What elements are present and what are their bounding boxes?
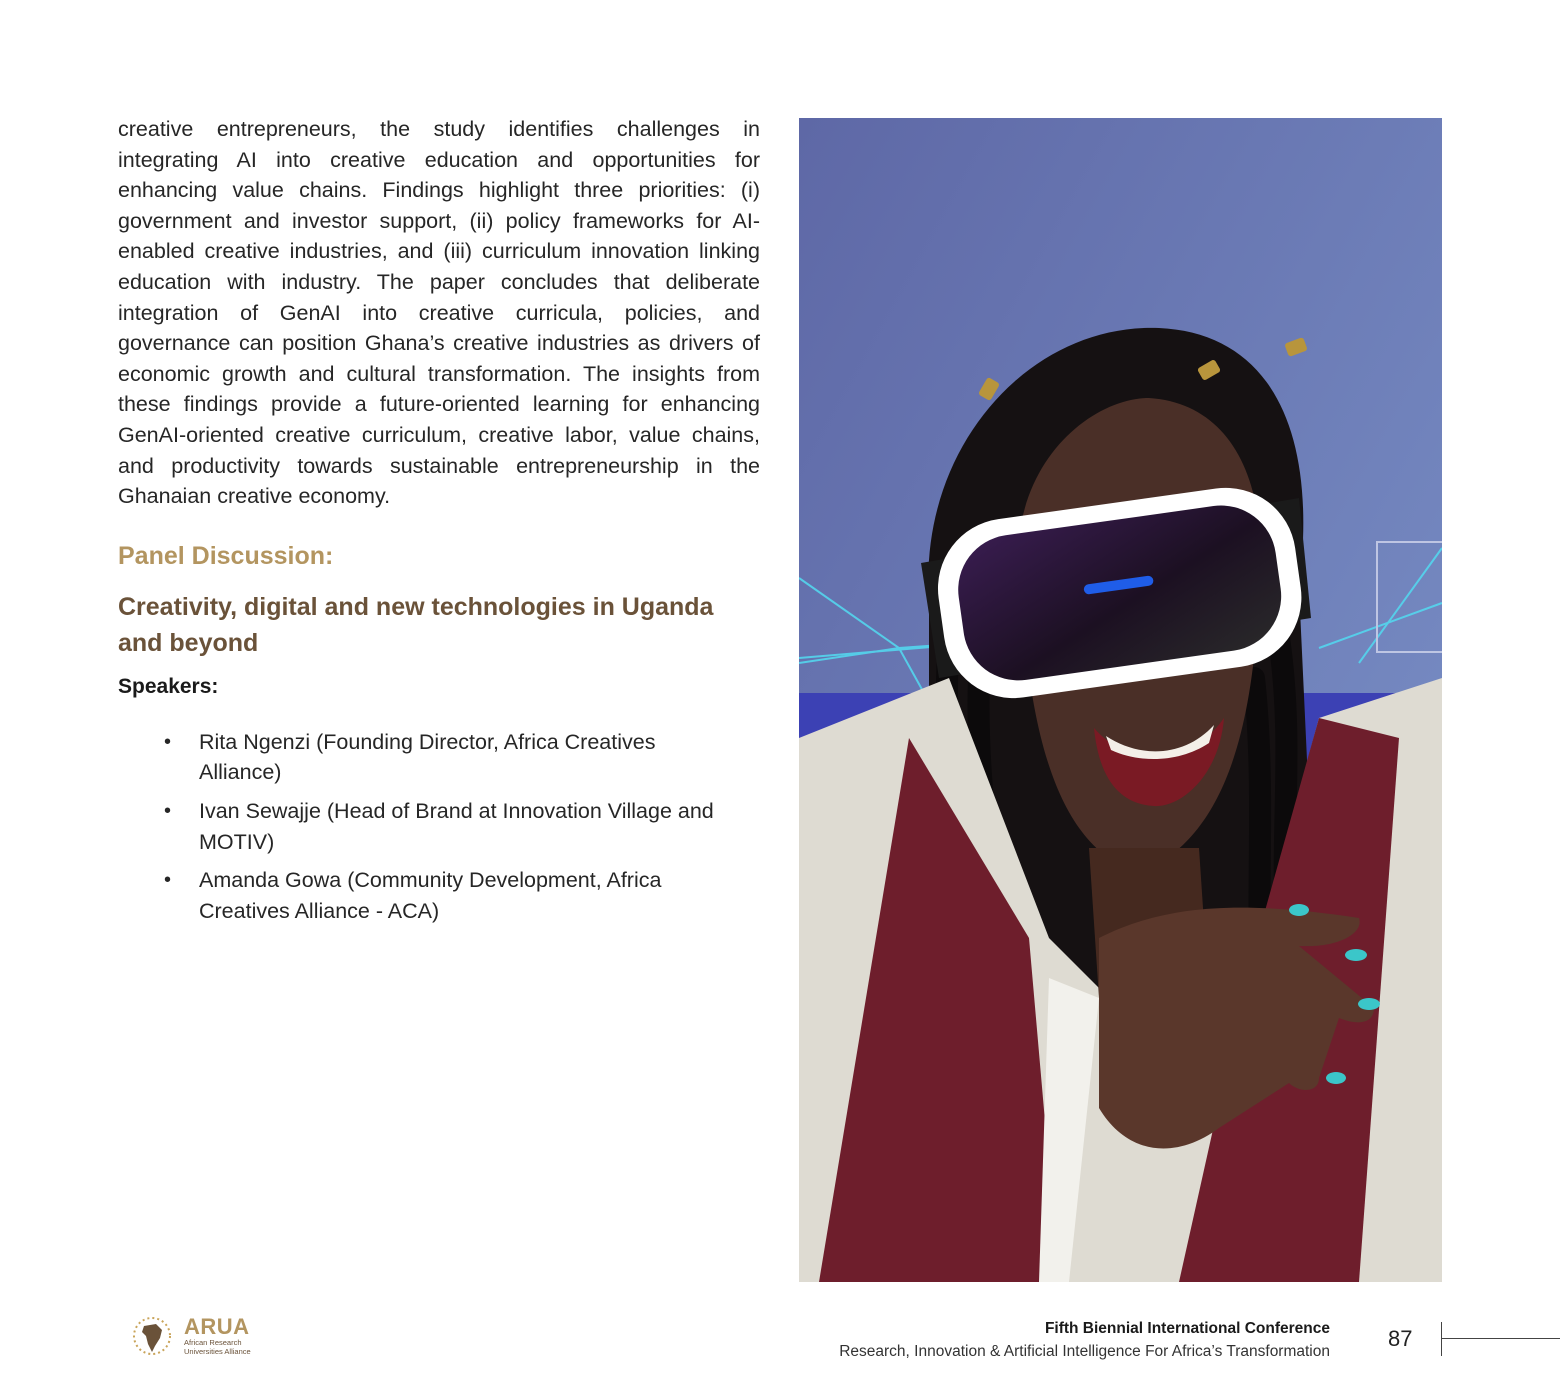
- logo-subtitle-1: African Research: [184, 1338, 242, 1347]
- conference-title: Fifth Biennial International Conference: [1044, 1320, 1330, 1337]
- arua-logo: [130, 1312, 260, 1362]
- speaker-text: Ivan Sewajje (Head of Brand at Innovation Village and MOTIV): [199, 798, 714, 854]
- africa-sun-icon: [130, 1312, 180, 1362]
- logo-text: [184, 1316, 251, 1356]
- nail-icon: [1289, 904, 1309, 916]
- speaker-text: Rita Ngenzi (Founding Director, Africa Creatives Alliance): [199, 729, 656, 785]
- footer-text: [839, 1318, 1330, 1364]
- speakers-list: [118, 727, 760, 927]
- footer-divider-horizontal: [1441, 1338, 1560, 1339]
- speaker-item: [164, 727, 760, 788]
- logo-name: ARUA: [184, 1314, 250, 1339]
- text-column: [118, 114, 760, 934]
- page-number: 87: [1388, 1326, 1413, 1351]
- speakers-label: Speakers:: [118, 674, 219, 698]
- speaker-item: [164, 865, 760, 926]
- conference-theme: Research, Innovation & Artificial Intelligence For Africa’s Transformation: [839, 1343, 1330, 1360]
- panel-title: Creativity, digital and new technologies in Uganda and beyond: [118, 592, 714, 657]
- abstract-paragraph: creative entrepreneurs, the study identifies challenges in integrating AI into creative education and opportunities for enhancing value chains. Findings highlight three priorities: (i) government and investor support, (ii) policy frameworks for AI-enabled creative industries, and (iii) curriculum innovation linking education with industry. The paper concludes that deliberate integration of GenAI into creative curricula, policies, and governance can position Ghana’s creative industries as drivers of economic growth and cultural transformation. The insights from these findings provide a future-oriented learning for enhancing GenAI-oriented creative curriculum, creative labor, value chains, and productivity towards sustainable entrepreneurship in the Ghanaian creative economy.: [118, 117, 760, 509]
- bullet-icon: •: [164, 869, 172, 892]
- speaker-text: Amanda Gowa (Community Development, Africa Creatives Alliance - ACA): [199, 868, 662, 923]
- bullet-icon: •: [164, 730, 172, 753]
- vr-headset-photo: [799, 118, 1442, 1282]
- footer-divider-vertical: [1441, 1322, 1442, 1356]
- panel-label: Panel Discussion:: [118, 541, 334, 570]
- speaker-item: [164, 796, 760, 857]
- photo-illustration: [799, 118, 1442, 1282]
- logo-subtitle-2: Universities Alliance: [184, 1347, 251, 1356]
- bullet-icon: •: [164, 799, 172, 822]
